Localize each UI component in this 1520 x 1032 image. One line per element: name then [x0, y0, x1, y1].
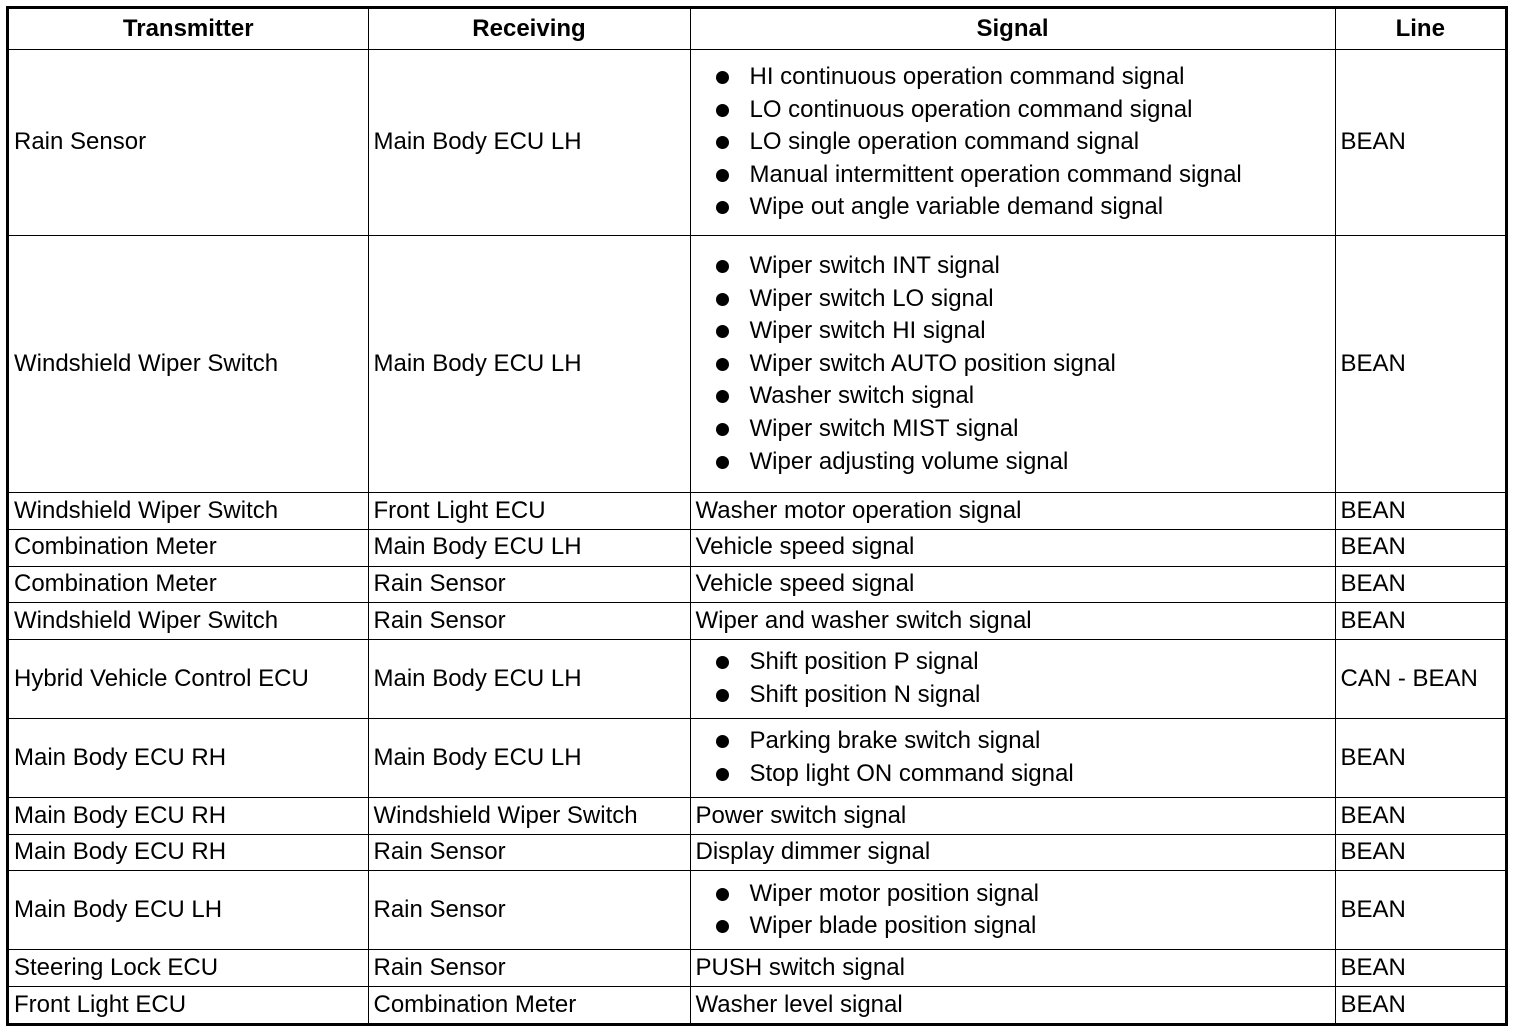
signal-list — [696, 247, 1330, 481]
table-body — [9, 50, 1505, 1024]
signal-cell — [690, 640, 1335, 719]
line-cell: BEAN — [1335, 493, 1505, 530]
signal-list — [696, 875, 1330, 946]
signal-list-item: Wiper adjusting volume signal — [716, 446, 1330, 479]
signal-list-item: Shift position N signal — [716, 679, 1330, 712]
receiving-cell: Front Light ECU — [368, 493, 690, 530]
receiving-cell: Rain Sensor — [368, 871, 690, 950]
signal-list-item: LO single operation command signal — [716, 126, 1330, 159]
receiving-cell: Main Body ECU LH — [368, 529, 690, 566]
header-transmitter: Transmitter — [9, 9, 368, 50]
signal-cell: Display dimmer signal — [690, 834, 1335, 871]
transmitter-cell: Rain Sensor — [9, 50, 368, 236]
signal-list — [696, 643, 1330, 714]
signal-list-item: Wiper switch HI signal — [716, 315, 1330, 348]
signal-list — [696, 58, 1330, 227]
receiving-cell: Main Body ECU LH — [368, 235, 690, 492]
receiving-cell: Rain Sensor — [368, 603, 690, 640]
signal-list-item: LO continuous operation command signal — [716, 94, 1330, 127]
transmitter-cell: Windshield Wiper Switch — [9, 235, 368, 492]
table-row — [9, 640, 1505, 719]
transmitter-cell: Windshield Wiper Switch — [9, 603, 368, 640]
signal-list-item: Washer switch signal — [716, 380, 1330, 413]
header-line: Line — [1335, 9, 1505, 50]
line-cell: BEAN — [1335, 950, 1505, 987]
line-cell: BEAN — [1335, 566, 1505, 603]
receiving-cell: Rain Sensor — [368, 834, 690, 871]
communication-signal-table — [9, 9, 1505, 1023]
receiving-cell: Rain Sensor — [368, 950, 690, 987]
signal-list-item: Shift position P signal — [716, 646, 1330, 679]
signal-list-item: Wiper switch LO signal — [716, 283, 1330, 316]
receiving-cell: Windshield Wiper Switch — [368, 798, 690, 835]
receiving-cell: Main Body ECU LH — [368, 50, 690, 236]
transmitter-cell: Main Body ECU RH — [9, 798, 368, 835]
receiving-cell: Main Body ECU LH — [368, 640, 690, 719]
signal-list-item: Wiper switch INT signal — [716, 250, 1330, 283]
table-row — [9, 871, 1505, 950]
line-cell: CAN - BEAN — [1335, 640, 1505, 719]
transmitter-cell: Hybrid Vehicle Control ECU — [9, 640, 368, 719]
signal-cell: Vehicle speed signal — [690, 529, 1335, 566]
line-cell: BEAN — [1335, 603, 1505, 640]
table-row — [9, 987, 1505, 1023]
signal-cell: Washer level signal — [690, 987, 1335, 1023]
line-cell: BEAN — [1335, 50, 1505, 236]
receiving-cell: Rain Sensor — [368, 566, 690, 603]
transmitter-cell: Main Body ECU RH — [9, 719, 368, 798]
table-row — [9, 235, 1505, 492]
signal-cell: PUSH switch signal — [690, 950, 1335, 987]
signal-cell — [690, 50, 1335, 236]
transmitter-cell: Windshield Wiper Switch — [9, 493, 368, 530]
table-row — [9, 603, 1505, 640]
line-cell: BEAN — [1335, 235, 1505, 492]
signal-list-item: HI continuous operation command signal — [716, 61, 1330, 94]
line-cell: BEAN — [1335, 798, 1505, 835]
signal-list-item: Manual intermittent operation command signal — [716, 159, 1330, 192]
table-header-row — [9, 9, 1505, 50]
transmitter-cell: Main Body ECU LH — [9, 871, 368, 950]
signal-cell — [690, 871, 1335, 950]
table-row — [9, 798, 1505, 835]
table-row — [9, 493, 1505, 530]
table-row — [9, 719, 1505, 798]
table-row — [9, 834, 1505, 871]
signal-list-item: Wiper switch MIST signal — [716, 413, 1330, 446]
signal-cell: Power switch signal — [690, 798, 1335, 835]
table-row — [9, 50, 1505, 236]
table-row — [9, 566, 1505, 603]
table-row — [9, 529, 1505, 566]
line-cell: BEAN — [1335, 719, 1505, 798]
transmitter-cell: Combination Meter — [9, 566, 368, 603]
signal-table-frame — [6, 6, 1508, 1026]
line-cell: BEAN — [1335, 529, 1505, 566]
signal-cell — [690, 235, 1335, 492]
header-receiving: Receiving — [368, 9, 690, 50]
signal-list-item: Stop light ON command signal — [716, 758, 1330, 791]
line-cell: BEAN — [1335, 987, 1505, 1023]
signal-cell: Washer motor operation signal — [690, 493, 1335, 530]
line-cell: BEAN — [1335, 834, 1505, 871]
signal-list-item: Wipe out angle variable demand signal — [716, 191, 1330, 224]
transmitter-cell: Front Light ECU — [9, 987, 368, 1023]
transmitter-cell: Steering Lock ECU — [9, 950, 368, 987]
receiving-cell: Combination Meter — [368, 987, 690, 1023]
transmitter-cell: Combination Meter — [9, 529, 368, 566]
signal-cell: Wiper and washer switch signal — [690, 603, 1335, 640]
transmitter-cell: Main Body ECU RH — [9, 834, 368, 871]
header-signal: Signal — [690, 9, 1335, 50]
line-cell: BEAN — [1335, 871, 1505, 950]
table-row — [9, 950, 1505, 987]
signal-cell — [690, 719, 1335, 798]
signal-list — [696, 722, 1330, 793]
receiving-cell: Main Body ECU LH — [368, 719, 690, 798]
signal-list-item: Wiper motor position signal — [716, 878, 1330, 911]
signal-list-item: Wiper blade position signal — [716, 910, 1330, 943]
signal-list-item: Parking brake switch signal — [716, 725, 1330, 758]
signal-cell: Vehicle speed signal — [690, 566, 1335, 603]
signal-list-item: Wiper switch AUTO position signal — [716, 348, 1330, 381]
